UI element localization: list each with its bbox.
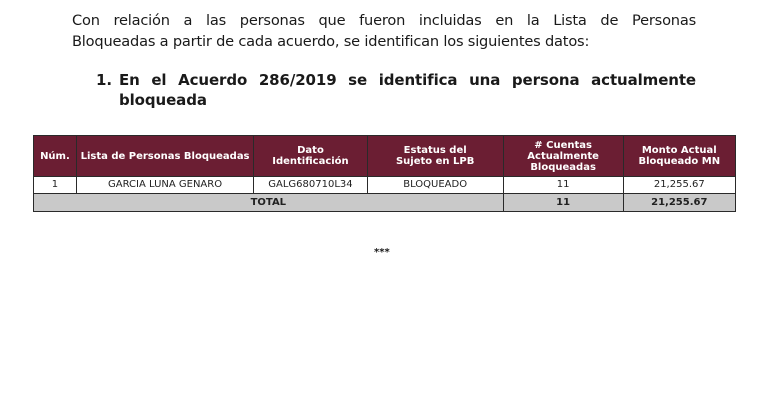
col-header-amount: Monto Actual Bloqueado MN	[623, 136, 735, 177]
cell-person: GARCIA LUNA GENARO	[76, 177, 253, 194]
total-amount: 21,255.67	[623, 194, 735, 212]
cell-id: GALG680710L34	[254, 177, 367, 194]
cell-num: 1	[34, 177, 77, 194]
col-header-status: Estatus del Sujeto en LPB	[367, 136, 503, 177]
list-number: 1.	[96, 71, 112, 89]
blocked-persons-table	[33, 135, 736, 212]
total-row	[34, 194, 736, 212]
heading-line-2: bloqueada	[119, 91, 207, 109]
total-accounts: 11	[503, 194, 623, 212]
table-row	[34, 177, 736, 194]
heading-text	[119, 70, 696, 110]
cell-accounts: 11	[503, 177, 623, 194]
cell-status: BLOQUEADO	[367, 177, 503, 194]
col-header-accounts: # Cuentas Actualmente Bloqueadas	[503, 136, 623, 177]
total-label: TOTAL	[34, 194, 504, 212]
intro-line-1: Con relación a las personas que fueron incluidas en la Lista de Personas	[72, 12, 696, 29]
col-header-num: Núm.	[34, 136, 77, 177]
intro-line-2: Bloqueadas a partir de cada acuerdo, se identifican los siguientes datos:	[72, 33, 590, 50]
table-header-row	[34, 136, 736, 177]
cell-amount: 21,255.67	[623, 177, 735, 194]
intro-paragraph	[72, 10, 696, 52]
section-separator: ***	[374, 247, 390, 258]
col-header-persons: Lista de Personas Bloqueadas	[76, 136, 253, 177]
col-header-id: Dato Identificación	[254, 136, 367, 177]
heading-line-1: En el Acuerdo 286/2019 se identifica una persona actualmente	[119, 71, 696, 89]
